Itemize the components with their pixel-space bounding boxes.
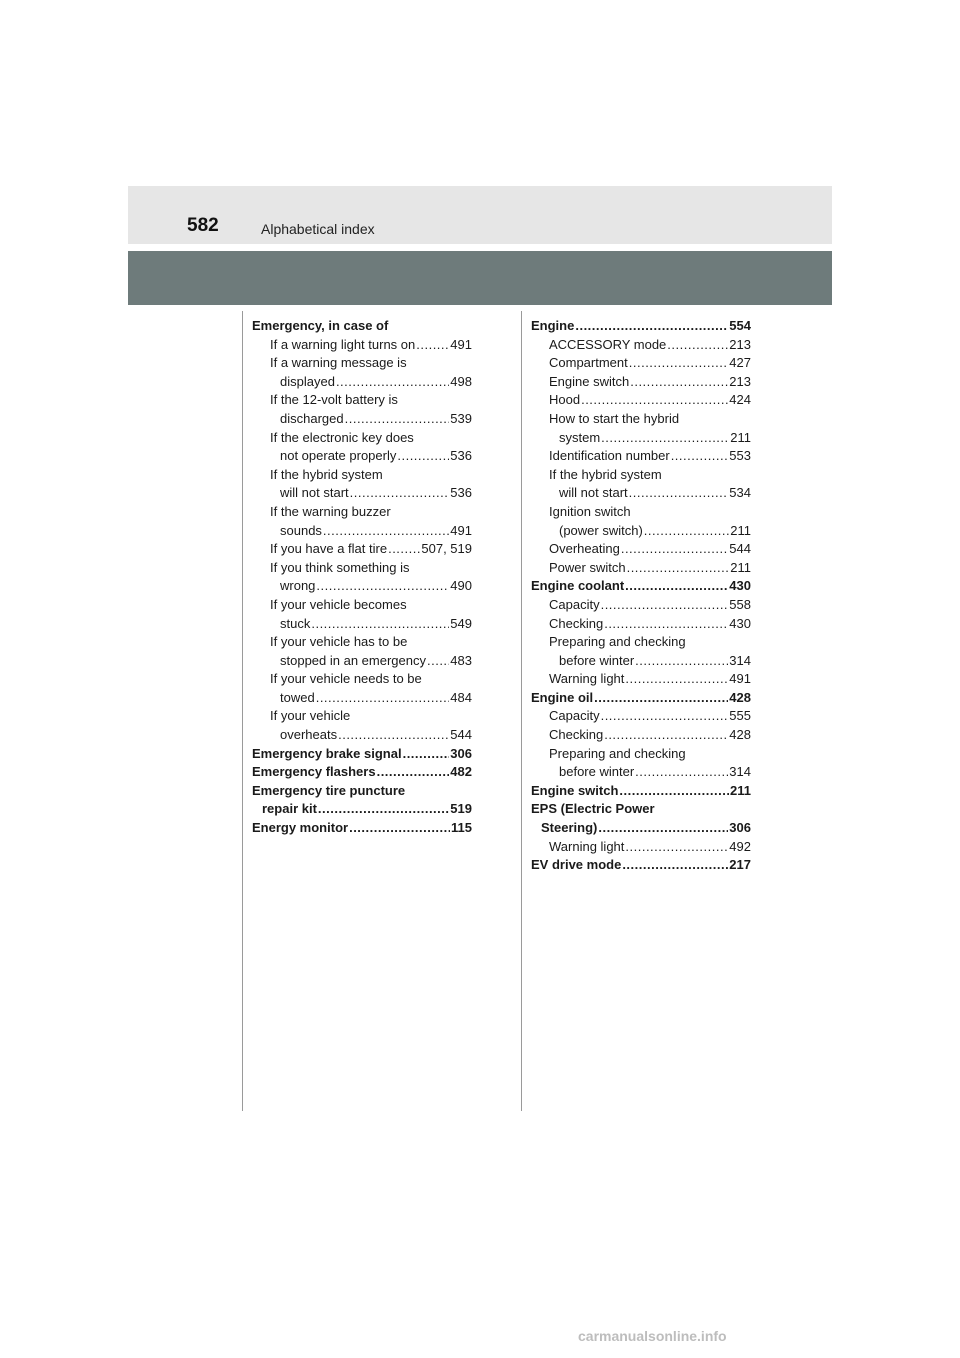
leader-dots [598, 819, 728, 838]
entry-text: Ignition switch [549, 503, 631, 519]
index-sub-entry [531, 540, 751, 559]
entry-page-number: 115 [451, 820, 472, 836]
leader-dots [349, 819, 450, 838]
entry-text: Preparing and checking [549, 634, 686, 650]
index-sub-entry [252, 689, 472, 708]
entry-page-number: 484 [450, 689, 472, 705]
index-column-left [252, 317, 472, 838]
entry-page-number: 549 [450, 615, 472, 631]
entry-text: before winter [559, 764, 635, 780]
entry-page-number: 536 [450, 448, 472, 464]
page-number: 582 [187, 215, 219, 236]
entry-text: If the hybrid system [549, 466, 662, 482]
index-sub-entry [252, 670, 472, 689]
index-sub-entry [252, 633, 472, 652]
leader-dots [604, 726, 728, 745]
index-main-entry [531, 577, 751, 596]
entry-text: If your vehicle has to be [270, 634, 408, 650]
entry-text: Preparing and checking [549, 745, 686, 761]
entry-text: Engine switch [549, 373, 630, 389]
index-main-entry [252, 782, 472, 801]
index-sub-entry [531, 503, 751, 522]
index-sub-entry [531, 745, 751, 764]
entry-text: Warning light [549, 671, 625, 687]
entry-text: If your vehicle needs to be [270, 671, 422, 687]
entry-text: before winter [559, 652, 635, 668]
entry-text: If you think something is [270, 559, 410, 575]
entry-page-number: 492 [729, 838, 751, 854]
index-sub-entry [531, 633, 751, 652]
entry-page-number: 213 [729, 336, 751, 352]
index-main-entry [531, 819, 751, 838]
leader-dots [336, 373, 449, 392]
entry-text: Emergency, in case of [252, 318, 389, 333]
entry-text: not operate properly [280, 448, 397, 464]
entry-text: Steering) [541, 820, 598, 836]
index-sub-entry [531, 336, 751, 355]
index-sub-entry [531, 354, 751, 373]
entry-text: system [559, 429, 601, 445]
index-main-entry [531, 317, 751, 336]
entry-text: towed [280, 689, 315, 705]
index-sub-entry [252, 354, 472, 373]
entry-text: Emergency tire puncture [252, 782, 406, 798]
index-sub-entry [531, 726, 751, 745]
middle-column-rule [521, 311, 522, 1111]
leader-dots [644, 522, 729, 541]
entry-page-number: 558 [729, 596, 751, 612]
entry-text: ACCESSORY mode [549, 336, 667, 352]
entry-page-number: 555 [729, 708, 751, 724]
index-sub-entry [531, 707, 751, 726]
index-main-entry [531, 856, 751, 875]
leader-dots [416, 336, 449, 355]
index-main-entry [531, 689, 751, 708]
leader-dots [345, 410, 450, 429]
entry-text: If you have a flat tire [270, 541, 388, 557]
entry-text: wrong [280, 578, 316, 594]
entry-text: Power switch [549, 559, 626, 575]
entry-page-number: 306 [729, 820, 751, 836]
entry-text: overheats [280, 727, 338, 743]
entry-text: Hood [549, 392, 581, 408]
leader-dots [635, 763, 728, 782]
index-sub-entry [252, 726, 472, 745]
index-sub-entry [531, 466, 751, 485]
entry-page-number: 554 [729, 318, 751, 333]
entry-text: displayed [280, 373, 335, 389]
entry-page-number: 211 [730, 559, 751, 575]
leader-dots [594, 689, 728, 708]
left-column-rule [242, 311, 243, 1111]
index-sub-entry [252, 577, 472, 596]
entry-text: EPS (Electric Power [531, 801, 655, 817]
index-main-entry [531, 800, 751, 819]
entry-page-number: 482 [450, 764, 472, 780]
leader-dots [323, 522, 449, 541]
entry-text: How to start the hybrid [549, 410, 680, 426]
index-sub-entry [531, 838, 751, 857]
entry-text: Energy monitor [252, 820, 349, 836]
entry-page-number: 211 [730, 782, 751, 798]
entry-page-number: 314 [729, 652, 751, 668]
index-column-right [531, 317, 751, 875]
entry-text: Warning light [549, 838, 625, 854]
leader-dots [581, 391, 728, 410]
index-sub-entry [531, 670, 751, 689]
leader-dots [318, 800, 449, 819]
index-sub-entry [252, 336, 472, 355]
entry-page-number: 498 [450, 373, 472, 389]
entry-page-number: 428 [729, 727, 751, 743]
entry-page-number: 314 [729, 764, 751, 780]
index-sub-entry [252, 429, 472, 448]
index-sub-entry [252, 596, 472, 615]
entry-page-number: 491 [450, 336, 472, 352]
leader-dots [667, 336, 728, 355]
leader-dots [630, 373, 728, 392]
entry-page-number: 519 [450, 801, 472, 817]
entry-page-number: 428 [729, 689, 751, 705]
leader-dots [625, 838, 728, 857]
leader-dots [604, 615, 728, 634]
entry-page-number: 306 [450, 745, 472, 761]
index-sub-entry [531, 596, 751, 615]
entry-page-number: 483 [450, 652, 472, 668]
leader-dots [627, 559, 730, 578]
leader-dots [427, 652, 449, 671]
leader-dots [601, 707, 729, 726]
leader-dots [601, 429, 729, 448]
leader-dots [350, 484, 450, 503]
entry-page-number: 544 [450, 727, 472, 743]
index-main-entry [252, 317, 472, 336]
index-main-entry [252, 745, 472, 764]
index-sub-entry [531, 484, 751, 503]
entry-text: Overheating [549, 541, 620, 557]
entry-page-number: 430 [729, 615, 751, 631]
entry-text: stopped in an emergency [280, 652, 426, 668]
entry-text: Emergency brake signal [252, 745, 402, 761]
entry-text: will not start [559, 485, 628, 501]
index-sub-entry [531, 763, 751, 782]
index-sub-entry [531, 447, 751, 466]
entry-page-number: 507, 519 [421, 541, 472, 557]
index-sub-entry [531, 652, 751, 671]
entry-text: sounds [280, 522, 322, 538]
leader-dots [625, 577, 728, 596]
entry-page-number: 424 [729, 392, 751, 408]
entry-page-number: 536 [450, 485, 472, 501]
index-sub-entry [252, 652, 472, 671]
leader-dots [311, 615, 449, 634]
entry-text: Capacity [549, 708, 600, 724]
leader-dots [619, 782, 729, 801]
entry-text: Checking [549, 727, 604, 743]
index-sub-entry [252, 707, 472, 726]
entry-text: Emergency flashers [252, 764, 376, 780]
entry-page-number: 534 [729, 485, 751, 501]
entry-page-number: 217 [729, 857, 751, 873]
entry-text: repair kit [262, 801, 317, 817]
leader-dots [671, 447, 729, 466]
index-sub-entry [252, 503, 472, 522]
entry-text: Checking [549, 615, 604, 631]
entry-text: If a warning message is [270, 355, 407, 371]
entry-text: If your vehicle becomes [270, 596, 407, 612]
entry-text: Engine [531, 318, 575, 333]
index-sub-entry [252, 373, 472, 392]
index-sub-entry [531, 429, 751, 448]
index-sub-entry [531, 391, 751, 410]
leader-dots [575, 317, 728, 336]
entry-page-number: 430 [729, 578, 751, 594]
index-main-entry [252, 819, 472, 838]
leader-dots [388, 540, 420, 559]
entry-text: stuck [280, 615, 311, 631]
leader-dots [621, 540, 728, 559]
leader-dots [635, 652, 728, 671]
entry-text: Engine switch [531, 782, 619, 798]
index-sub-entry [252, 484, 472, 503]
entry-text: Engine oil [531, 689, 594, 705]
entry-text: (power switch) [559, 522, 643, 538]
index-sub-entry [252, 391, 472, 410]
leader-dots [601, 596, 729, 615]
watermark: carmanualsonline.info [578, 1328, 727, 1344]
leader-dots [316, 689, 450, 708]
leader-dots [377, 763, 450, 782]
entry-text: Compartment [549, 355, 628, 371]
entry-page-number: 427 [729, 355, 751, 371]
leader-dots [316, 577, 449, 596]
index-sub-entry [531, 559, 751, 578]
entry-text: If a warning light turns on [270, 336, 416, 352]
entry-page-number: 213 [729, 373, 751, 389]
leader-dots [338, 726, 449, 745]
section-title: Alphabetical index [261, 221, 375, 237]
entry-page-number: 544 [729, 541, 751, 557]
leader-dots [622, 856, 728, 875]
entry-page-number: 491 [450, 522, 472, 538]
entry-text: discharged [280, 410, 344, 426]
index-sub-entry [252, 522, 472, 541]
index-sub-entry [252, 540, 472, 559]
index-sub-entry [252, 447, 472, 466]
index-sub-entry [531, 615, 751, 634]
index-main-entry [252, 800, 472, 819]
entry-text: Identification number [549, 448, 670, 464]
entry-text: If the 12-volt battery is [270, 392, 398, 408]
leader-dots [629, 484, 729, 503]
index-sub-entry [252, 559, 472, 578]
entry-text: Engine coolant [531, 578, 625, 594]
header-dark-band [128, 251, 832, 305]
index-sub-entry [531, 373, 751, 392]
entry-page-number: 490 [450, 578, 472, 594]
header-band [128, 186, 832, 244]
leader-dots [625, 670, 728, 689]
index-sub-entry [252, 410, 472, 429]
entry-page-number: 211 [730, 522, 751, 538]
index-main-entry [252, 763, 472, 782]
entry-page-number: 539 [450, 410, 472, 426]
entry-text: will not start [280, 485, 349, 501]
entry-text: If your vehicle [270, 708, 351, 724]
index-sub-entry [252, 466, 472, 485]
entry-page-number: 491 [729, 671, 751, 687]
index-main-entry [531, 782, 751, 801]
index-sub-entry [531, 410, 751, 429]
leader-dots [397, 447, 449, 466]
entry-text: If the hybrid system [270, 466, 383, 482]
entry-text: If the electronic key does [270, 429, 414, 445]
entry-page-number: 553 [729, 448, 751, 464]
index-sub-entry [531, 522, 751, 541]
entry-text: Capacity [549, 596, 600, 612]
entry-text: EV drive mode [531, 857, 622, 873]
entry-page-number: 211 [730, 429, 751, 445]
entry-text: If the warning buzzer [270, 503, 391, 519]
leader-dots [403, 745, 450, 764]
index-sub-entry [252, 615, 472, 634]
leader-dots [629, 354, 729, 373]
